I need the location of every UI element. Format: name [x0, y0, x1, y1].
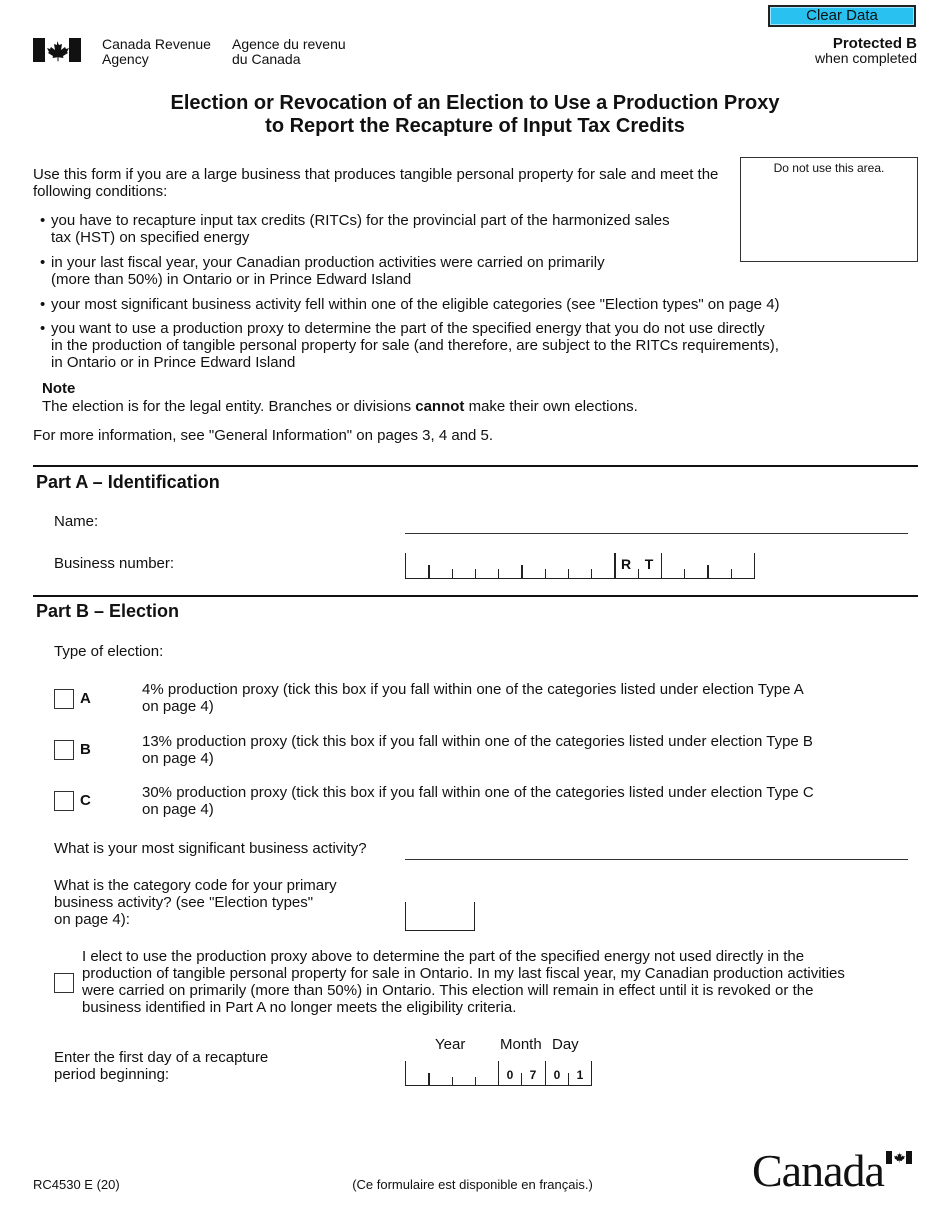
type-of-election-label: Type of election: — [54, 643, 164, 660]
form-title-line2: to Report the Recapture of Input Tax Credits — [265, 115, 685, 137]
date-year-header: Year — [435, 1036, 466, 1053]
category-code-label: What is the category code for your primary business activity? (see "Election types" on page 4): — [54, 877, 337, 928]
month-digit: 0 — [506, 1068, 514, 1082]
election-type-c-letter: C — [80, 792, 91, 809]
election-type-a-letter: A — [80, 690, 91, 707]
election-type-c-text: 30% production proxy (tick this box if you fall within one of the categories listed under election Type C on page 4) — [142, 784, 814, 818]
date-day-header: Day — [552, 1036, 579, 1053]
month-digit: 7 — [529, 1068, 537, 1082]
section-divider — [33, 595, 918, 597]
agency-name-english: Canada Revenue Agency — [102, 36, 211, 67]
name-label: Name: — [54, 513, 99, 530]
form-title-line1: Election or Revocation of an Election to Use a Production Proxy — [170, 92, 780, 114]
business-activity-input[interactable] — [405, 859, 908, 860]
agency-name-french: Agence du revenu du Canada — [232, 36, 346, 67]
recapture-date-label: Enter the first day of a recapture period beginning: — [54, 1049, 269, 1083]
note-heading: Note — [42, 380, 76, 397]
do-not-use-area: Do not use this area. — [740, 157, 918, 262]
protected-b-label — [815, 36, 917, 66]
name-input[interactable] — [405, 533, 908, 534]
clear-data-button[interactable]: Clear Data — [768, 5, 916, 27]
election-type-b-checkbox[interactable] — [54, 740, 74, 760]
protected-subtitle: when completed — [815, 50, 917, 66]
form-code: RC4530 E (20) — [33, 1177, 120, 1192]
day-digit: 0 — [553, 1068, 561, 1082]
protected-title: Protected B — [832, 35, 917, 52]
canada-flag-icon — [33, 38, 81, 62]
bullet-item: • you want to use a production proxy to determine the part of the specified energy that you do not use directly in the production of tangible personal property for sale (and therefore, are subject to the RITCs requirements), in Ontario or in Prince Edward Island — [40, 320, 779, 371]
election-type-a-text: 4% production proxy (tick this box if you fall within one of the categories listed under election Type A on page 4) — [142, 681, 804, 715]
french-availability-note: (Ce formulaire est disponible en français.) — [352, 1177, 593, 1192]
bn-t-letter: T — [644, 556, 654, 572]
election-type-b-letter: B — [80, 741, 91, 758]
elect-confirmation-checkbox[interactable] — [54, 973, 74, 993]
section-divider — [33, 465, 918, 467]
day-digit: 1 — [576, 1068, 584, 1082]
part-a-heading: Part A – Identification — [36, 472, 220, 492]
election-type-a-checkbox[interactable] — [54, 689, 74, 709]
election-type-b-text: 13% production proxy (tick this box if you fall within one of the categories listed under election Type B on page 4) — [142, 733, 813, 767]
form-title — [0, 92, 950, 138]
wordmark-flag-icon — [886, 1151, 912, 1164]
bullet-item: • your most significant business activity fell within one of the eligible categories (see "Election types" on page 4) — [40, 296, 780, 313]
recapture-date-input[interactable] — [405, 1061, 592, 1086]
category-code-input[interactable] — [405, 902, 475, 931]
business-number-label: Business number: — [54, 555, 175, 572]
canada-wordmark: Canada — [752, 1145, 884, 1196]
note-text: The election is for the legal entity. Branches or divisions cannot make their own elections. — [42, 398, 638, 415]
elect-confirmation-text: I elect to use the production proxy above to determine the part of the specified energy not used directly in the production of tangible personal property for sale in Ontario. In my last fiscal year, my Canadian production activities were carried on primarily (more than 50%) in Ontario. This election will remain in effect until it is revoked or the business identified in Part A no longer meets the eligibility criteria. — [82, 948, 845, 1016]
business-activity-label: What is your most significant business activity? — [54, 840, 367, 857]
election-type-c-checkbox[interactable] — [54, 791, 74, 811]
more-info-text: For more information, see "General Information" on pages 3, 4 and 5. — [33, 427, 494, 444]
business-number-input[interactable] — [405, 553, 755, 579]
part-b-heading: Part B – Election — [36, 601, 180, 621]
date-month-header: Month — [500, 1036, 542, 1053]
bullet-item: • you have to recapture input tax credits (RITCs) for the provincial part of the harmonized sales tax (HST) on specified energy — [40, 212, 670, 246]
bullet-item: • in your last fiscal year, your Canadian production activities were carried on primarily (more than 50%) in Ontario or in Prince Edward Island — [40, 254, 605, 288]
intro-text: Use this form if you are a large business that produces tangible personal property for sale and meet the following conditions: — [33, 166, 719, 200]
bn-r-letter: R — [620, 556, 632, 572]
